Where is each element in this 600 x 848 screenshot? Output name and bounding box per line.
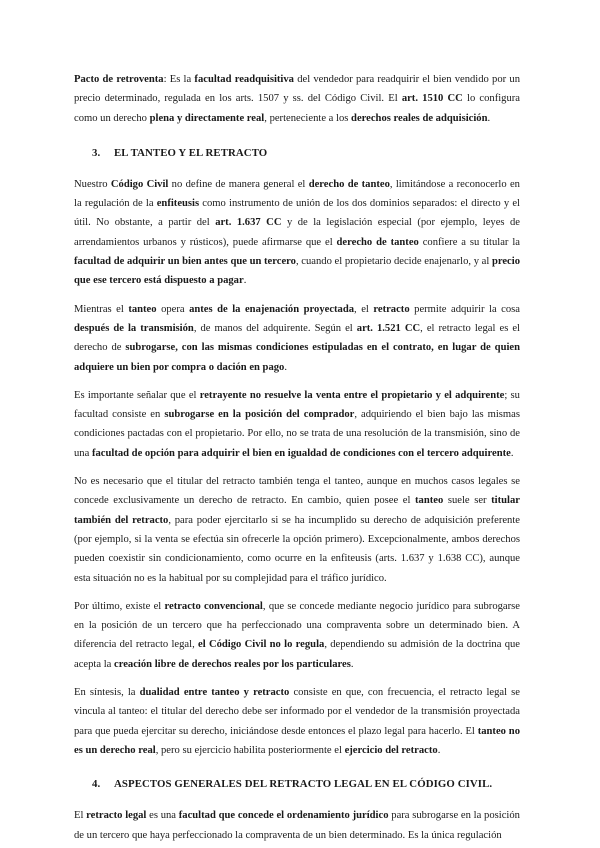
text-run: , el (354, 303, 374, 315)
text-run: permite adquirir la cosa (409, 303, 521, 315)
text-run: , adquiriendo el bien bajo las mismas condiciones pactadas con el propietario. Por ello, no se trata de una resolución de la transmisión, sino de una (74, 409, 520, 459)
bold-text: art. 1.521 CC (356, 322, 421, 334)
text-run: del vendedor para readquirir el bien vendido por un precio determinado, regulada en los arts. 1507 y ss. del Código Civil. El (74, 74, 520, 105)
bold-text: plena y directamente real (149, 112, 265, 124)
paragraph-titular-retracto (74, 472, 520, 588)
section-title: EL TANTEO Y EL RETRACTO (114, 146, 268, 159)
bold-text: facultad readquisitiva (194, 74, 294, 85)
bold-text: creación libre de derechos reales por los particulares (114, 658, 351, 670)
paragraph-retrayente (74, 386, 520, 463)
text-run: : Es la (163, 74, 195, 85)
bold-text: art. 1.637 CC (215, 217, 282, 229)
bold-text: derecho de tanteo (336, 236, 419, 248)
bold-text: tanteo no es un derecho real (74, 725, 520, 756)
section-number: 4. (92, 778, 101, 791)
paragraph-sintesis (74, 683, 520, 760)
bold-text: tanteo (128, 303, 157, 315)
section-title: ASPECTOS GENERALES DEL RETRACTO LEGAL EN EL CÓDIGO CIVIL. (114, 778, 493, 791)
paragraph-derecho-tanteo (74, 175, 520, 291)
text-run: No es necesario que el titular del retracto también tenga el tanteo, aunque en muchos casos legales se concede exclusivamente un derecho de retracto. En cambio, quien posee el (74, 476, 520, 507)
bold-text: facultad de adquirir un bien antes que un tercero (74, 256, 296, 268)
text-run: Nuestro (74, 178, 111, 190)
bold-text: el Código Civil no lo regula (198, 639, 325, 651)
text-run: suele ser (443, 495, 492, 507)
text-run: Es importante señalar que el (74, 389, 200, 401)
text-run: para subrogarse en la posición de un tercero que haya perfeccionado la compraventa de un bien determinado. Es la única regulación (74, 810, 520, 841)
bold-text: precio que ese tercero está dispuesto a pagar (74, 256, 520, 287)
bold-text: facultad que concede el ordenamiento jurídico (178, 810, 389, 822)
text-run: . (487, 112, 491, 124)
paragraph-retracto-convencional (74, 597, 520, 674)
bold-text: art. 1510 CC (401, 93, 463, 105)
text-run: ; su facultad consiste en (74, 389, 520, 421)
bold-text: facultad de opción para adquirir el bien en igualdad de condiciones con el tercero adquirente (91, 447, 511, 459)
text-run: , pero su ejercicio habilita posteriormente el (155, 744, 345, 756)
text-run: , dependiendo su admisión de la doctrina que acepta la (74, 639, 520, 670)
text-run: , que se concede mediante negocio jurídico para subrogarse en la posición de un tercero que ha perfeccionado una compraventa sobre un determinado bien. A diferencia del retracto legal, (74, 600, 520, 651)
bold-text: retracto legal (86, 810, 147, 822)
text-run: En síntesis, la (74, 687, 140, 699)
bold-text: ejercicio del retracto (344, 744, 438, 756)
bold-text: enfiteusis (156, 198, 200, 210)
paragraph-retracto-legal (74, 806, 520, 845)
bold-text: retrayente no resuelve la venta entre el propietario y el adquirente (199, 389, 505, 401)
bold-text: subrogarse en la posición del comprador (164, 409, 355, 421)
text-run: , para poder ejercitarlo si se ha incumplido su derecho de adquisición preferente (por ejemplo, si la venta se efectúa sin ofrecerle la opción primero). Excepcionalmente, ambos derechos pueden coexistir sin condicionamiento, como ocurre en la enfiteusis (arts. 1.637 y 1.638 CC), aunque esta situación no es la habitual por su complejidad para el tráfico jurídico. (74, 514, 520, 584)
text-run: consiste en que, con frecuencia, el retracto legal se vincula al tanteo: el titular del derecho debe ser informado por el vendedor de la transmisión proyectada para que pueda ejercitar su derecho, iniciándose desde entonces el plazo legal para hacerlo. El (74, 687, 520, 737)
text-run: es una (146, 810, 179, 822)
bold-text: antes de la enajenación proyectada (189, 303, 355, 315)
text-run: . (350, 658, 354, 670)
paragraph-tanteo-retracto (74, 300, 520, 377)
bold-text: retracto convencional (164, 600, 263, 612)
text-run: . (510, 447, 514, 459)
text-run: Por último, existe el (74, 600, 165, 612)
text-run: , perteneciente a los (264, 112, 352, 124)
text-run: , de manos del adquirente. Según el (193, 322, 357, 334)
text-run: y de la legislación especial (por ejemplo, leyes de arrendamientos urbanos y rústicos), puede afirmarse que el (74, 217, 521, 248)
text-run: lo configura como un derecho (74, 93, 520, 124)
text-run: . (437, 744, 441, 756)
bold-text: derecho de tanteo (308, 178, 390, 190)
bold-text: dualidad entre tanteo y retracto (139, 687, 290, 699)
text-run: , el retracto legal es el derecho de (74, 322, 520, 354)
text-run: opera (156, 303, 190, 315)
bold-text: subrogarse, con las mismas condiciones estipuladas en el contrato, en lugar de quien adquiere un bien por compra o dación en pago (74, 342, 520, 373)
text-run: , limitándose a reconocerlo en la regulación de la (74, 178, 520, 210)
section-heading-4 (92, 776, 520, 792)
section-number: 3. (92, 146, 101, 159)
bold-text: derechos reales de adquisición (351, 112, 488, 124)
text-run: . (284, 361, 287, 373)
paragraph-pacto-retroventa (74, 70, 520, 128)
text-run: Mientras el (74, 303, 129, 315)
section-heading-3 (92, 145, 520, 161)
text-run: . (243, 275, 247, 287)
bold-text: retracto (373, 303, 410, 315)
text-run: no define de manera general el (168, 178, 309, 190)
bold-text: titular también del retracto (74, 495, 520, 526)
text-run: como instrumento de unión de los dos dominios separados: el directo y el útil. No obstante, a partir del (74, 198, 520, 229)
bold-text: después de la transmisión (74, 322, 194, 334)
bold-text: Código Civil (110, 178, 169, 190)
text-run: El (74, 810, 87, 822)
bold-text: tanteo (415, 495, 444, 507)
bold-text: Pacto de retroventa (74, 74, 164, 85)
text-run: confiere a su titular la (418, 236, 520, 248)
text-run: , cuando el propietario decide enajenarlo, y al (295, 256, 492, 268)
